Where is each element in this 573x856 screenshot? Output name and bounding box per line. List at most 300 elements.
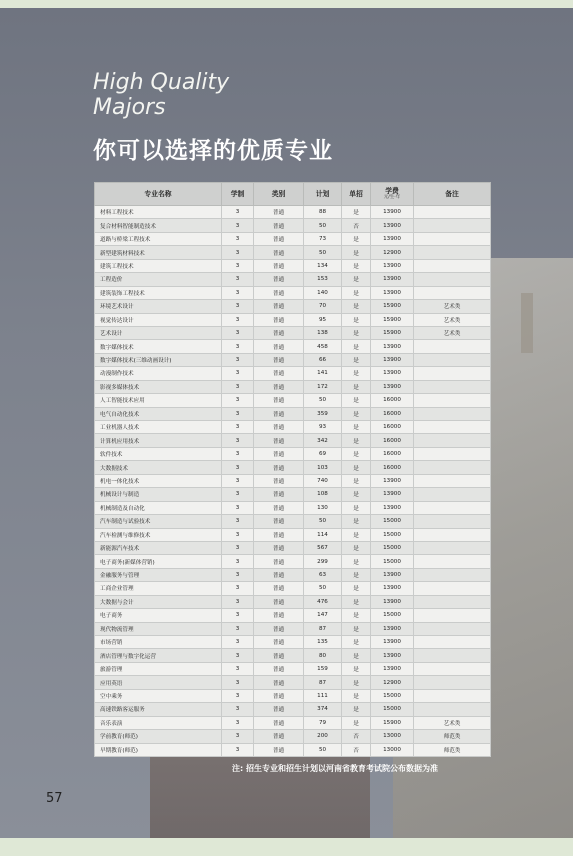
table-row <box>95 273 491 286</box>
cell-note: 艺术类 <box>414 300 491 313</box>
cell-note <box>414 703 491 716</box>
cell-name: 酒店管理与数字化运营 <box>95 649 222 662</box>
cell-type: 普通 <box>254 622 304 635</box>
cell-plan: 359 <box>304 407 342 420</box>
cell-note <box>414 259 491 272</box>
cell-admit: 是 <box>342 273 371 286</box>
cell-fee: 13900 <box>371 380 414 393</box>
col-header-years: 学制 <box>222 183 254 206</box>
col-header-admit: 单招 <box>342 183 371 206</box>
cell-note <box>414 206 491 219</box>
cell-type: 普通 <box>254 326 304 339</box>
cell-fee: 13900 <box>371 286 414 299</box>
table-row <box>95 353 491 366</box>
cell-note <box>414 609 491 622</box>
table-row <box>95 568 491 581</box>
cell-type: 普通 <box>254 501 304 514</box>
cell-admit: 是 <box>342 622 371 635</box>
cell-fee: 13000 <box>371 730 414 743</box>
cell-plan: 134 <box>304 259 342 272</box>
cell-note <box>414 528 491 541</box>
cell-fee: 13900 <box>371 649 414 662</box>
cell-name: 材料工程技术 <box>95 206 222 219</box>
cell-admit: 是 <box>342 259 371 272</box>
cell-name: 金融服务与管理 <box>95 568 222 581</box>
cell-years: 3 <box>222 743 254 756</box>
cell-note <box>414 622 491 635</box>
cell-name: 电气自动化技术 <box>95 407 222 420</box>
cell-fee: 13900 <box>371 595 414 608</box>
page-number: 57 <box>46 791 63 806</box>
table-row <box>95 730 491 743</box>
english-title-line-2: Majors <box>93 95 166 120</box>
cell-years: 3 <box>222 474 254 487</box>
cell-note <box>414 649 491 662</box>
cell-years: 3 <box>222 528 254 541</box>
cell-plan: 159 <box>304 662 342 675</box>
cell-plan: 200 <box>304 730 342 743</box>
cell-admit: 是 <box>342 232 371 245</box>
cell-fee: 16000 <box>371 447 414 460</box>
cell-plan: 153 <box>304 273 342 286</box>
cell-admit: 是 <box>342 461 371 474</box>
cell-years: 3 <box>222 609 254 622</box>
cell-plan: 50 <box>304 394 342 407</box>
cell-admit: 是 <box>342 555 371 568</box>
cell-note <box>414 662 491 675</box>
table-row <box>95 286 491 299</box>
cell-plan: 138 <box>304 326 342 339</box>
cell-admit: 是 <box>342 488 371 501</box>
cell-note: 艺术类 <box>414 313 491 326</box>
cell-plan: 50 <box>304 515 342 528</box>
cell-admit: 是 <box>342 326 371 339</box>
cell-type: 普通 <box>254 582 304 595</box>
table-row <box>95 609 491 622</box>
cell-type: 普通 <box>254 474 304 487</box>
cell-plan: 50 <box>304 582 342 595</box>
cell-name: 视觉传达设计 <box>95 313 222 326</box>
cell-admit: 是 <box>342 313 371 326</box>
table-row <box>95 474 491 487</box>
cell-note <box>414 501 491 514</box>
table-row <box>95 582 491 595</box>
cell-admit: 是 <box>342 353 371 366</box>
cell-note <box>414 461 491 474</box>
cell-name: 工程造价 <box>95 273 222 286</box>
cell-type: 普通 <box>254 286 304 299</box>
cell-name: 数字媒体技术 <box>95 340 222 353</box>
cell-admit: 是 <box>342 501 371 514</box>
cell-fee: 15000 <box>371 703 414 716</box>
cell-years: 3 <box>222 689 254 702</box>
cell-type: 普通 <box>254 340 304 353</box>
cell-type: 普通 <box>254 367 304 380</box>
cell-admit: 是 <box>342 246 371 259</box>
cell-type: 普通 <box>254 219 304 232</box>
cell-name: 人工智能技术应用 <box>95 394 222 407</box>
cell-type: 普通 <box>254 649 304 662</box>
cell-type: 普通 <box>254 447 304 460</box>
cell-plan: 66 <box>304 353 342 366</box>
cell-note <box>414 434 491 447</box>
cell-years: 3 <box>222 703 254 716</box>
cell-admit: 是 <box>342 206 371 219</box>
cell-years: 3 <box>222 488 254 501</box>
cell-note <box>414 367 491 380</box>
cell-name: 复合材料智能制造技术 <box>95 219 222 232</box>
cell-fee: 13900 <box>371 582 414 595</box>
table-row <box>95 716 491 729</box>
cell-fee: 12900 <box>371 676 414 689</box>
cell-plan: 111 <box>304 689 342 702</box>
cell-name: 软件技术 <box>95 447 222 460</box>
cell-name: 汽车制造与试验技术 <box>95 515 222 528</box>
table-row <box>95 434 491 447</box>
cell-admit: 是 <box>342 703 371 716</box>
cell-fee: 15000 <box>371 541 414 554</box>
cell-fee: 16000 <box>371 407 414 420</box>
table-row <box>95 447 491 460</box>
cell-plan: 299 <box>304 555 342 568</box>
cell-plan: 95 <box>304 313 342 326</box>
cell-years: 3 <box>222 649 254 662</box>
cell-years: 3 <box>222 300 254 313</box>
cell-note <box>414 676 491 689</box>
cell-fee: 13900 <box>371 662 414 675</box>
cell-admit: 是 <box>342 421 371 434</box>
cell-admit: 是 <box>342 394 371 407</box>
cell-type: 普通 <box>254 676 304 689</box>
cell-years: 3 <box>222 555 254 568</box>
cell-name: 音乐表演 <box>95 716 222 729</box>
cell-name: 动漫制作技术 <box>95 367 222 380</box>
cell-note <box>414 515 491 528</box>
cell-plan: 50 <box>304 743 342 756</box>
cell-note <box>414 541 491 554</box>
cell-name: 大数据与会计 <box>95 595 222 608</box>
cell-admit: 否 <box>342 730 371 743</box>
cell-type: 普通 <box>254 206 304 219</box>
cell-name: 数字媒体技术(三维动画设计) <box>95 353 222 366</box>
cell-name: 机械设计与制造 <box>95 488 222 501</box>
cell-type: 普通 <box>254 434 304 447</box>
cell-fee: 15000 <box>371 555 414 568</box>
cell-years: 3 <box>222 568 254 581</box>
table-row <box>95 501 491 514</box>
cell-plan: 70 <box>304 300 342 313</box>
cell-type: 普通 <box>254 595 304 608</box>
cell-admit: 是 <box>342 582 371 595</box>
cell-fee: 13900 <box>371 232 414 245</box>
cell-fee: 13900 <box>371 206 414 219</box>
cell-type: 普通 <box>254 394 304 407</box>
cell-years: 3 <box>222 501 254 514</box>
cell-admit: 是 <box>342 568 371 581</box>
cell-note <box>414 689 491 702</box>
cell-note <box>414 636 491 649</box>
cell-plan: 147 <box>304 609 342 622</box>
cell-admit: 是 <box>342 434 371 447</box>
cell-admit: 是 <box>342 676 371 689</box>
cell-fee: 12900 <box>371 246 414 259</box>
table-row <box>95 461 491 474</box>
cell-name: 空中乘务 <box>95 689 222 702</box>
cell-name: 工商企业管理 <box>95 582 222 595</box>
cell-years: 3 <box>222 353 254 366</box>
col-header-name: 专业名称 <box>95 183 222 206</box>
cell-years: 3 <box>222 595 254 608</box>
cell-admit: 是 <box>342 595 371 608</box>
cell-admit: 是 <box>342 649 371 662</box>
cell-type: 普通 <box>254 743 304 756</box>
cell-plan: 140 <box>304 286 342 299</box>
cell-type: 普通 <box>254 703 304 716</box>
cell-fee: 13000 <box>371 743 414 756</box>
table-row <box>95 488 491 501</box>
cell-plan: 740 <box>304 474 342 487</box>
cell-note: 艺术类 <box>414 716 491 729</box>
cell-type: 普通 <box>254 515 304 528</box>
cell-fee: 13900 <box>371 488 414 501</box>
cell-years: 3 <box>222 622 254 635</box>
cell-note <box>414 568 491 581</box>
cell-fee: 16000 <box>371 434 414 447</box>
table-row <box>95 622 491 635</box>
table-row <box>95 515 491 528</box>
table-row <box>95 259 491 272</box>
cell-plan: 88 <box>304 206 342 219</box>
cell-years: 3 <box>222 582 254 595</box>
cell-years: 3 <box>222 232 254 245</box>
cell-years: 3 <box>222 730 254 743</box>
cell-name: 新能源汽车技术 <box>95 541 222 554</box>
cell-fee: 15900 <box>371 300 414 313</box>
table-row <box>95 676 491 689</box>
cell-admit: 是 <box>342 541 371 554</box>
cell-years: 3 <box>222 394 254 407</box>
cell-name: 计算机应用技术 <box>95 434 222 447</box>
cell-note <box>414 421 491 434</box>
table-row <box>95 662 491 675</box>
cell-name: 机电一体化技术 <box>95 474 222 487</box>
cell-plan: 172 <box>304 380 342 393</box>
table-row <box>95 219 491 232</box>
cell-fee: 15000 <box>371 528 414 541</box>
col-header-type: 类别 <box>254 183 304 206</box>
table-row <box>95 394 491 407</box>
cell-name: 旅游管理 <box>95 662 222 675</box>
table-row <box>95 367 491 380</box>
cell-admit: 否 <box>342 743 371 756</box>
col-header-plan: 计划 <box>304 183 342 206</box>
cell-type: 普通 <box>254 609 304 622</box>
cell-plan: 130 <box>304 501 342 514</box>
cell-name: 道路与桥梁工程技术 <box>95 232 222 245</box>
background-tower <box>521 293 533 353</box>
cell-years: 3 <box>222 259 254 272</box>
cell-fee: 13900 <box>371 501 414 514</box>
cell-plan: 458 <box>304 340 342 353</box>
cell-note: 师范类 <box>414 730 491 743</box>
table-row <box>95 300 491 313</box>
cell-type: 普通 <box>254 246 304 259</box>
english-title-line-1: High Quality <box>93 70 230 95</box>
col-header-fee-label: 学费 <box>385 187 399 195</box>
cell-name: 电子商务(新媒体营销) <box>95 555 222 568</box>
cell-admit: 是 <box>342 340 371 353</box>
cell-name: 工业机器人技术 <box>95 421 222 434</box>
cell-years: 3 <box>222 662 254 675</box>
cell-years: 3 <box>222 421 254 434</box>
cell-plan: 63 <box>304 568 342 581</box>
cell-admit: 是 <box>342 689 371 702</box>
cell-admit: 是 <box>342 716 371 729</box>
cell-years: 3 <box>222 676 254 689</box>
cell-type: 普通 <box>254 232 304 245</box>
bottom-stripe <box>0 838 573 856</box>
cell-fee: 13900 <box>371 219 414 232</box>
cell-years: 3 <box>222 515 254 528</box>
cell-plan: 342 <box>304 434 342 447</box>
cell-fee: 16000 <box>371 394 414 407</box>
cell-note <box>414 595 491 608</box>
cell-fee: 13900 <box>371 622 414 635</box>
cell-name: 新型建筑材料技术 <box>95 246 222 259</box>
cell-years: 3 <box>222 447 254 460</box>
cell-type: 普通 <box>254 488 304 501</box>
cell-plan: 108 <box>304 488 342 501</box>
cell-admit: 是 <box>342 474 371 487</box>
cell-name: 电子商务 <box>95 609 222 622</box>
cell-plan: 476 <box>304 595 342 608</box>
cell-name: 建筑装饰工程技术 <box>95 286 222 299</box>
cell-type: 普通 <box>254 407 304 420</box>
cell-years: 3 <box>222 206 254 219</box>
cell-note <box>414 394 491 407</box>
cell-plan: 50 <box>304 219 342 232</box>
cell-years: 3 <box>222 541 254 554</box>
cell-name: 建筑工程技术 <box>95 259 222 272</box>
cell-type: 普通 <box>254 555 304 568</box>
majors-table <box>94 182 491 757</box>
cell-years: 3 <box>222 286 254 299</box>
table-row <box>95 232 491 245</box>
cell-type: 普通 <box>254 259 304 272</box>
english-title <box>93 70 229 120</box>
cell-plan: 79 <box>304 716 342 729</box>
cell-plan: 103 <box>304 461 342 474</box>
table-row <box>95 326 491 339</box>
cell-type: 普通 <box>254 636 304 649</box>
cell-fee: 16000 <box>371 461 414 474</box>
cell-fee: 15900 <box>371 313 414 326</box>
cell-years: 3 <box>222 273 254 286</box>
cell-fee: 13900 <box>371 353 414 366</box>
cell-years: 3 <box>222 461 254 474</box>
cell-years: 3 <box>222 434 254 447</box>
cell-years: 3 <box>222 367 254 380</box>
cell-type: 普通 <box>254 421 304 434</box>
cell-note <box>414 219 491 232</box>
table-row <box>95 313 491 326</box>
cell-note <box>414 246 491 259</box>
cell-years: 3 <box>222 716 254 729</box>
cell-fee: 15900 <box>371 716 414 729</box>
table-row <box>95 407 491 420</box>
cell-years: 3 <box>222 326 254 339</box>
cell-plan: 80 <box>304 649 342 662</box>
cell-years: 3 <box>222 246 254 259</box>
table-row <box>95 380 491 393</box>
cell-years: 3 <box>222 380 254 393</box>
table-row <box>95 649 491 662</box>
cell-note <box>414 582 491 595</box>
table-row <box>95 528 491 541</box>
top-stripe <box>0 0 573 8</box>
table-row <box>95 541 491 554</box>
page-title: 你可以选择的优质专业 <box>93 138 333 164</box>
cell-years: 3 <box>222 340 254 353</box>
cell-note: 师范类 <box>414 743 491 756</box>
cell-name: 高速铁路客运服务 <box>95 703 222 716</box>
table-row <box>95 340 491 353</box>
cell-note <box>414 286 491 299</box>
cell-type: 普通 <box>254 461 304 474</box>
table-row <box>95 595 491 608</box>
cell-name: 汽车检测与维修技术 <box>95 528 222 541</box>
cell-note <box>414 474 491 487</box>
cell-type: 普通 <box>254 313 304 326</box>
cell-fee: 15000 <box>371 689 414 702</box>
cell-admit: 是 <box>342 447 371 460</box>
cell-type: 普通 <box>254 353 304 366</box>
cell-years: 3 <box>222 313 254 326</box>
cell-admit: 是 <box>342 609 371 622</box>
footer-note: 注: 招生专业和招生计划以河南省教育考试院公布数据为准 <box>232 764 438 773</box>
cell-name: 早期教育(师范) <box>95 743 222 756</box>
cell-type: 普通 <box>254 528 304 541</box>
table-row <box>95 421 491 434</box>
cell-fee: 13900 <box>371 367 414 380</box>
cell-fee: 13900 <box>371 259 414 272</box>
cell-name: 市场营销 <box>95 636 222 649</box>
cell-note <box>414 273 491 286</box>
col-header-note: 备注 <box>414 183 491 206</box>
cell-note <box>414 340 491 353</box>
cell-name: 现代物流管理 <box>95 622 222 635</box>
cell-type: 普通 <box>254 662 304 675</box>
cell-plan: 114 <box>304 528 342 541</box>
table-row <box>95 743 491 756</box>
cell-admit: 否 <box>342 219 371 232</box>
cell-note <box>414 232 491 245</box>
cell-admit: 是 <box>342 407 371 420</box>
cell-note <box>414 407 491 420</box>
cell-name: 环境艺术设计 <box>95 300 222 313</box>
cell-note: 艺术类 <box>414 326 491 339</box>
cell-name: 影视多媒体技术 <box>95 380 222 393</box>
cell-name: 大数据技术 <box>95 461 222 474</box>
cell-years: 3 <box>222 407 254 420</box>
cell-fee: 15000 <box>371 515 414 528</box>
cell-admit: 是 <box>342 300 371 313</box>
cell-plan: 69 <box>304 447 342 460</box>
cell-note <box>414 555 491 568</box>
cell-type: 普通 <box>254 689 304 702</box>
table-row <box>95 555 491 568</box>
table-row <box>95 636 491 649</box>
